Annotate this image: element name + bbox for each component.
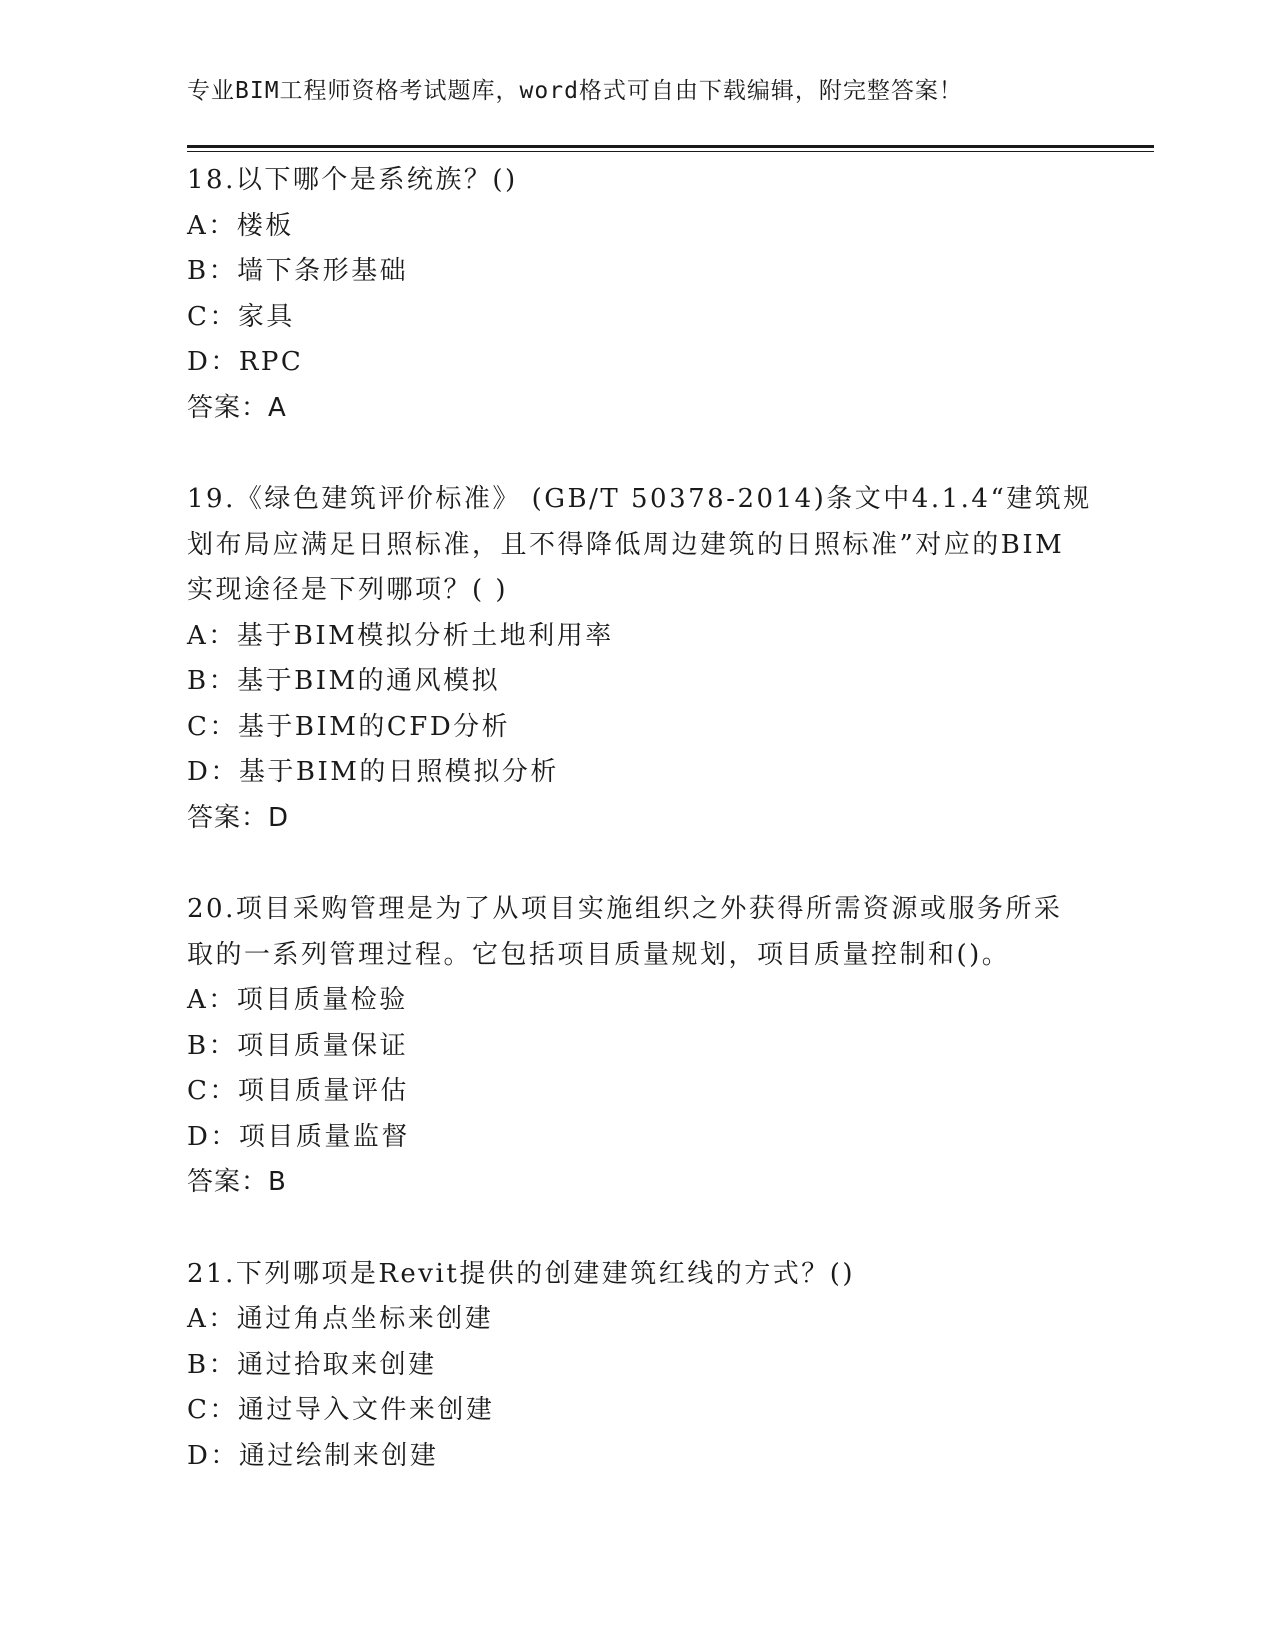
question-stem: 实现途径是下列哪项？( ): [187, 575, 509, 605]
question-list: [187, 158, 1107, 1479]
option-b: B：通过拾取来创建: [187, 1349, 437, 1380]
question-20: [187, 887, 1107, 1206]
header-rule-thin: [187, 151, 1154, 152]
option-d: D：RPC: [187, 347, 304, 377]
answer: 答案：A: [187, 392, 287, 423]
question-stem: 18.以下哪个是系统族？(): [187, 165, 518, 195]
header-rule-thick: [187, 145, 1154, 148]
option-c: C：家具: [187, 301, 295, 332]
question-18: [187, 158, 1107, 431]
question-stem: 取的一系列管理过程。它包括项目质量规划，项目质量控制和()。: [187, 939, 1011, 970]
option-d: D：项目质量监督: [187, 1121, 410, 1152]
question-stem: 划布局应满足日照标准，且不得降低周边建筑的日照标准”对应的BIM: [187, 529, 1065, 560]
option-c: C：通过导入文件来创建: [187, 1395, 495, 1425]
question-stem: 21.下列哪项是Revit提供的创建建筑红线的方式？(): [187, 1258, 856, 1289]
option-c: C：基于BIM的CFD分析: [187, 711, 511, 742]
page-header: 专业BIM工程师资格考试题库，word格式可自由下载编辑，附完整答案！: [187, 78, 963, 104]
question-19: [187, 477, 1107, 841]
answer: 答案：B: [187, 1167, 287, 1197]
option-c: C：项目质量评估: [187, 1076, 409, 1106]
question-gap: [187, 841, 1107, 887]
option-a: A：通过角点坐标来创建: [187, 1304, 494, 1334]
option-b: B：基于BIM的通风模拟: [187, 666, 501, 696]
option-a: A：基于BIM模拟分析土地利用率: [187, 620, 614, 651]
option-b: B：墙下条形基础: [187, 256, 409, 286]
question-stem: 20.项目采购管理是为了从项目实施组织之外获得所需资源或服务所采: [187, 894, 1063, 924]
option-d: D：通过绘制来创建: [187, 1440, 439, 1471]
question-gap: [187, 431, 1107, 477]
option-a: A：楼板: [187, 210, 294, 241]
question-stem: 19.《绿色建筑评价标准》 (GB/T 50378-2014)条文中4.1.4“建筑规: [187, 484, 1092, 514]
option-b: B：项目质量保证: [187, 1030, 409, 1061]
answer: 答案：D: [187, 802, 290, 833]
option-a: A：项目质量检验: [187, 985, 408, 1015]
question-gap: [187, 1206, 1107, 1252]
question-21: [187, 1252, 1107, 1480]
option-d: D：基于BIM的日照模拟分析: [187, 757, 559, 787]
